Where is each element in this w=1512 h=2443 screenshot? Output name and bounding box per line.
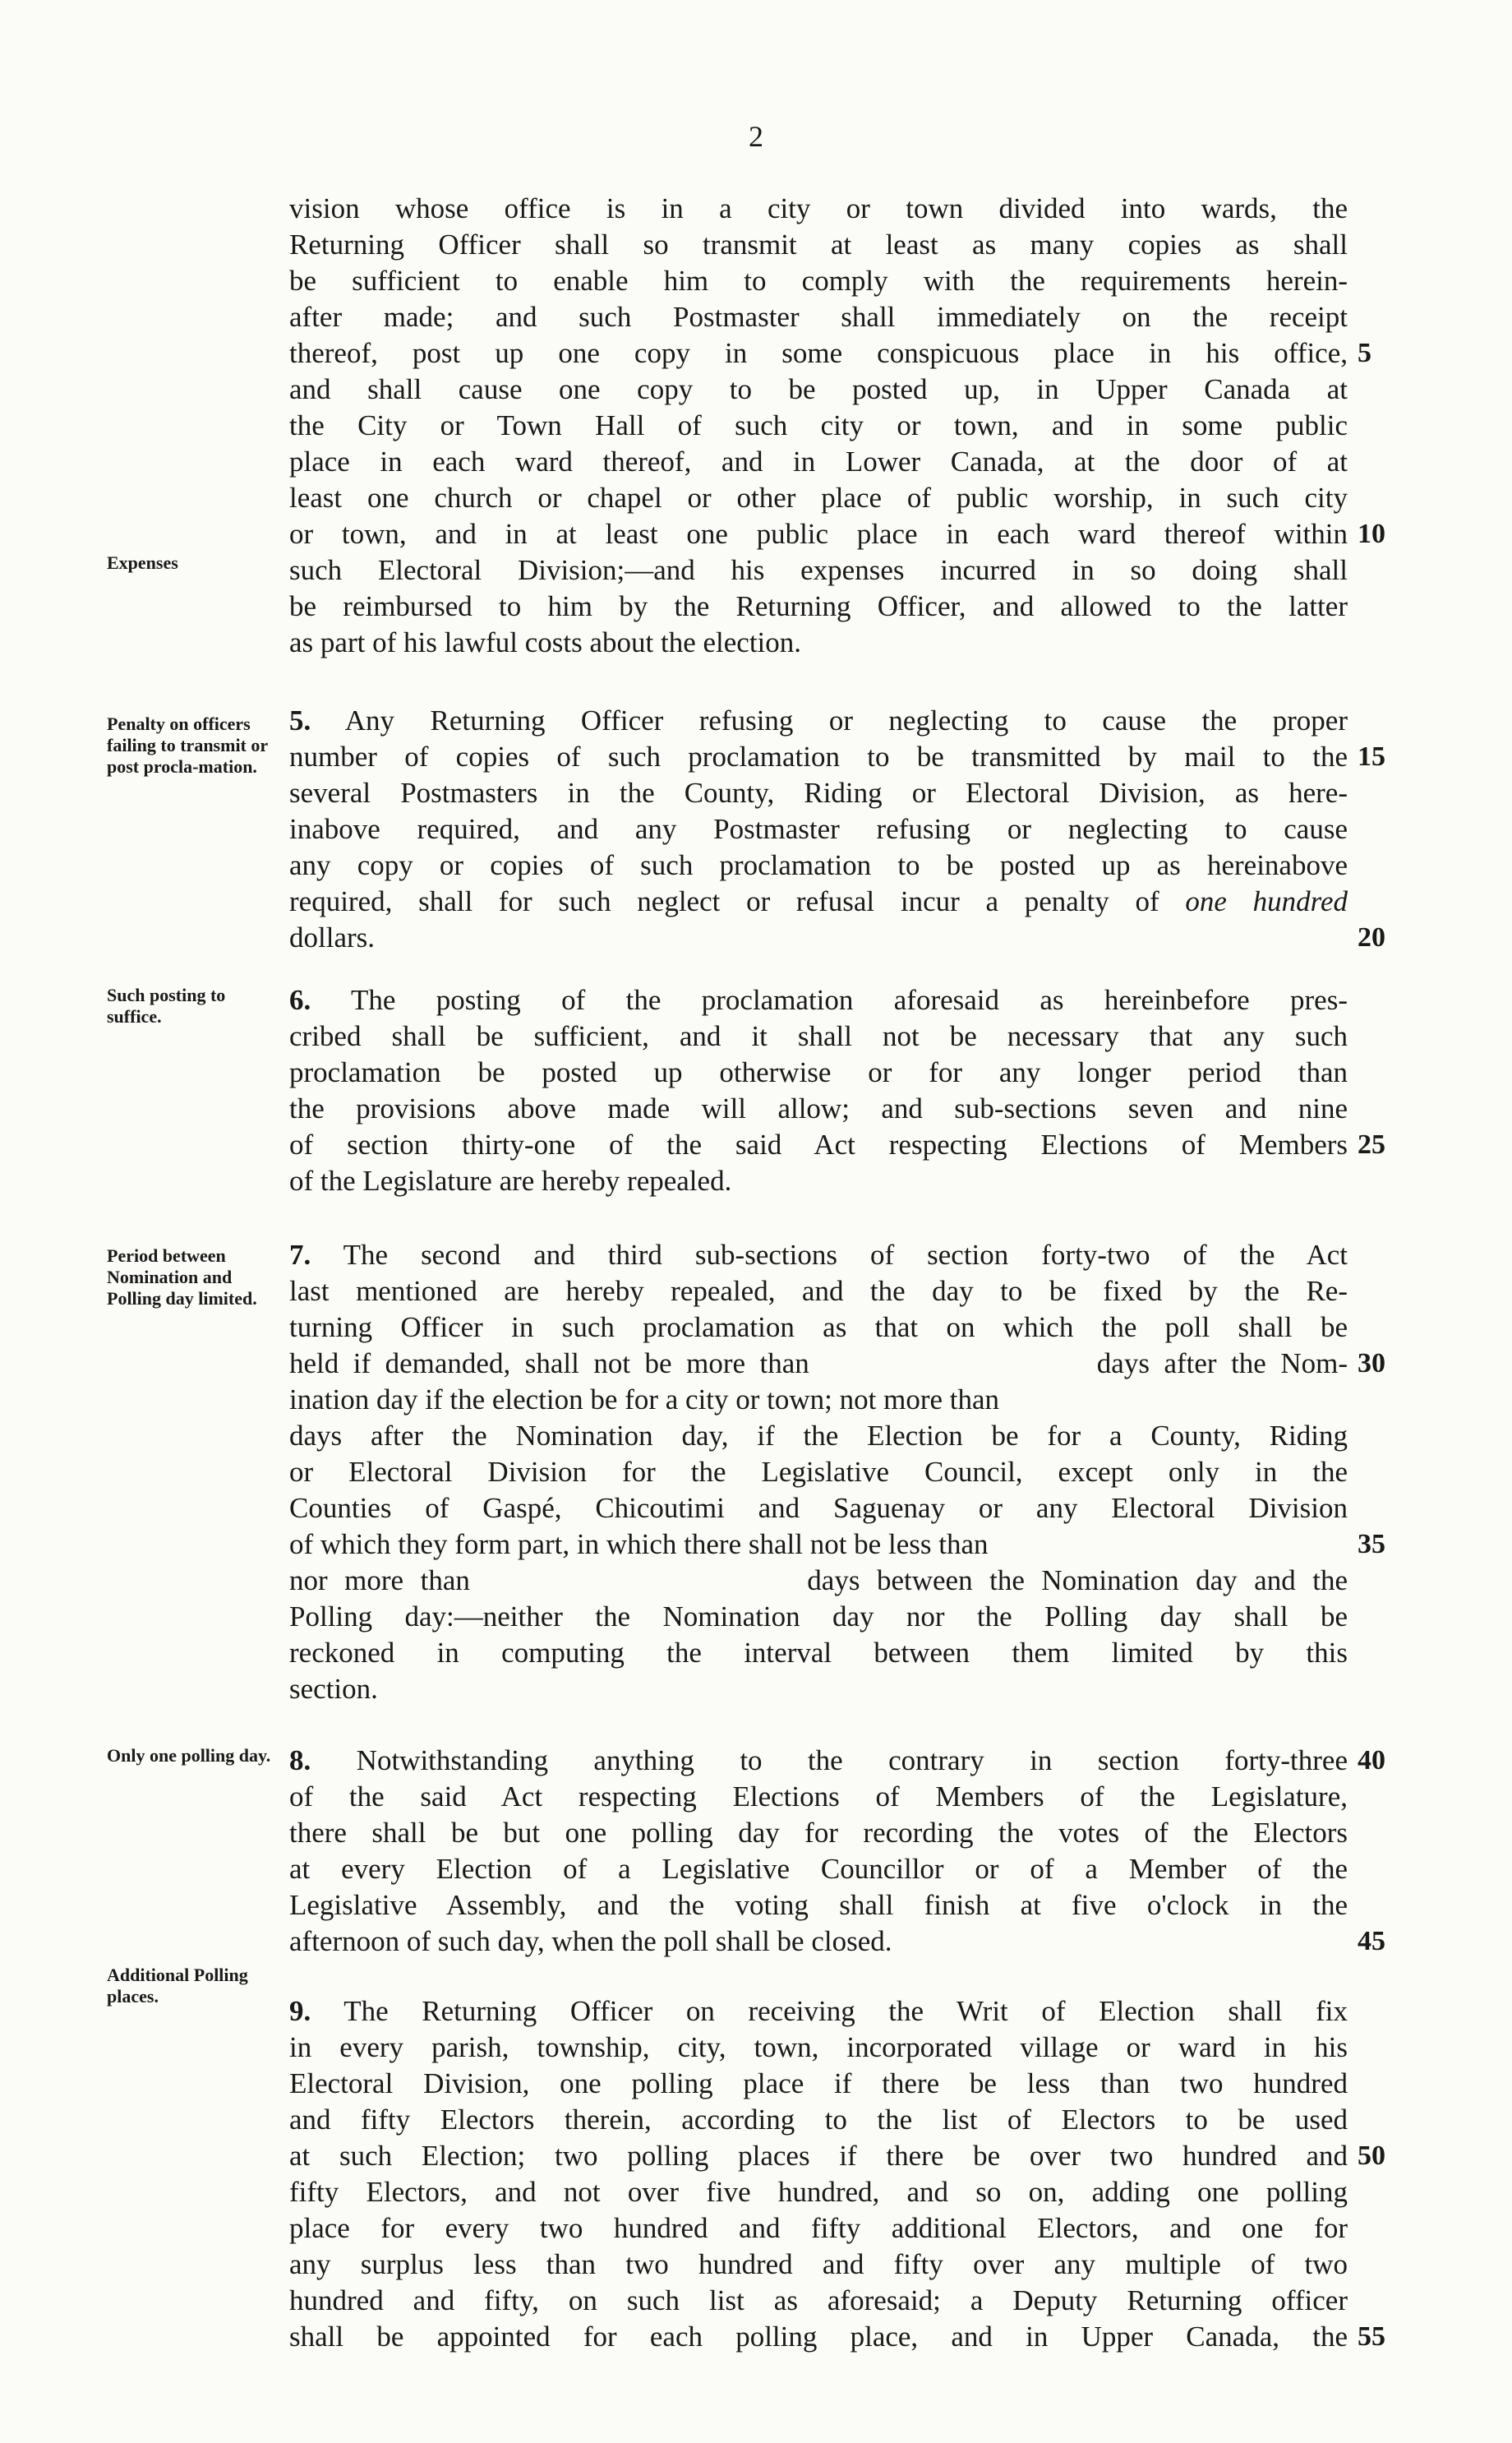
body-line: thereof, post up one copy in some conspicuous place in his office,	[289, 337, 1348, 369]
body-line: such Electoral Division;—and his expenses incurred in so doing shall	[289, 554, 1348, 586]
body-line: Polling day:—neither the Nomination day nor the Polling day shall be	[289, 1600, 1348, 1633]
body-line: hundred and fifty, on such list as aforesaid; a Deputy Returning officer	[289, 2284, 1348, 2316]
body-line: last mentioned are hereby repealed, and the day to be fixed by the Re-	[289, 1275, 1348, 1307]
body-line: 7. The second and third sub-sections of section forty-two of the Act	[289, 1239, 1348, 1271]
body-line: be sufficient to enable him to comply with the requirements herein-	[289, 265, 1348, 297]
body-line: Legislative Assembly, and the voting shall finish at five o'clock in the	[289, 1889, 1348, 1921]
body-line: the provisions above made will allow; and sub-sections seven and nine	[289, 1092, 1348, 1125]
section-number: 5.	[289, 704, 311, 737]
line-number: 40	[1358, 1745, 1385, 1776]
body-line: fifty Electors, and not over five hundred, and so on, adding one polling	[289, 2176, 1348, 2208]
body-line: or Electoral Division for the Legislative Council, except only in the	[289, 1456, 1348, 1488]
line-number: 35	[1358, 1529, 1385, 1559]
body-line: ination day if the election be for a city or town; not more than	[289, 1383, 1000, 1415]
body-line: Counties of Gaspé, Chicoutimi and Saguenay or any Electoral Division	[289, 1492, 1348, 1524]
body-line: required, shall for such neglect or refusal incur a penalty of one hundred	[289, 885, 1348, 917]
section-number: 8.	[289, 1744, 311, 1776]
body-line: number of copies of such proclamation to be transmitted by mail to the	[289, 741, 1348, 773]
line-number: 30	[1358, 1348, 1385, 1379]
body-line: dollars.	[289, 921, 376, 954]
body-line: and fifty Electors therein, according to the list of Electors to be used	[289, 2104, 1348, 2136]
body-line: and shall cause one copy to be posted up, in Upper Canada at	[289, 373, 1348, 405]
body-line: several Postmasters in the County, Riding or Electoral Division, as here-	[289, 777, 1348, 809]
body-line: of section thirty-one of the said Act respecting Elections of Members	[289, 1129, 1348, 1161]
body-line: any surplus less than two hundred and fifty over any multiple of two	[289, 2248, 1348, 2280]
line-number: 10	[1358, 519, 1385, 549]
body-line: the City or Town Hall of such city or town, and in some public	[289, 409, 1348, 441]
body-line: turning Officer in such proclamation as that on which the poll shall be	[289, 1311, 1348, 1343]
body-line: place in each ward thereof, and in Lower Canada, at the door of at	[289, 446, 1348, 478]
body-line: be reimbursed to him by the Returning Officer, and allowed to the latter	[289, 590, 1348, 622]
body-line: proclamation be posted up otherwise or for any longer period than	[289, 1056, 1348, 1088]
body-line: of the said Act respecting Elections of Members of the Legislature,	[289, 1780, 1348, 1813]
body-line: afternoon of such day, when the poll shall be closed.	[289, 1925, 892, 1957]
body-line: there shall be but one polling day for recording the votes of the Electors	[289, 1817, 1348, 1849]
section-number: 9.	[289, 1995, 311, 2027]
margin-note-penalty: Penalty on officers failing to transmit or post procla-mation.	[107, 714, 268, 777]
line-number: 55	[1358, 2321, 1385, 2352]
line-number: 45	[1358, 1926, 1385, 1956]
body-line: of which they form part, in which there shall not be less than	[289, 1528, 989, 1560]
body-line: or town, and in at least one public place in each ward thereof within	[289, 518, 1348, 550]
margin-note-period: Period between Nomination and Polling day limited.	[107, 1245, 257, 1309]
body-line: 8. Notwithstanding anything to the contrary in section forty-three	[289, 1744, 1348, 1776]
body-line: Returning Officer shall so transmit at least as many copies as shall	[289, 229, 1348, 261]
body-line: 5. Any Returning Officer refusing or neglecting to cause the proper	[289, 704, 1348, 737]
body-line: at such Election; two polling places if there be over two hundred and	[289, 2140, 1348, 2172]
body-line: held if demanded, shall not be more than days after the Nom-	[289, 1347, 1348, 1379]
line-number: 50	[1358, 2141, 1385, 2171]
body-line: Electoral Division, one polling place if there be less than two hundred	[289, 2067, 1348, 2099]
body-line: as part of his lawful costs about the election.	[289, 626, 802, 658]
line-number: 25	[1358, 1129, 1385, 1160]
line-number: 15	[1358, 741, 1385, 772]
body-line: cribed shall be sufficient, and it shall not be necessary that any such	[289, 1020, 1348, 1052]
margin-note-additional-polling-places: Additional Polling places.	[107, 1965, 248, 2007]
body-line: vision whose office is in a city or town divided into wards, the	[289, 192, 1348, 224]
line-number: 20	[1358, 922, 1385, 953]
line-number: 5	[1358, 338, 1371, 368]
body-line: shall be appointed for each polling place, and in Upper Canada, the	[289, 2321, 1348, 2353]
body-line: least one church or chapel or other place of public worship, in such city	[289, 482, 1348, 514]
body-line: after made; and such Postmaster shall immediately on the receipt	[289, 301, 1348, 333]
section-number: 6.	[289, 984, 311, 1016]
body-line: of the Legislature are hereby repealed.	[289, 1165, 732, 1197]
body-line: in every parish, township, city, town, incorporated village or ward in his	[289, 2031, 1348, 2063]
body-line: any copy or copies of such proclamation to be posted up as hereinabove	[289, 849, 1348, 881]
body-line: nor more than days between the Nomination day and the	[289, 1564, 1348, 1596]
body-line: place for every two hundred and fifty additional Electors, and one for	[289, 2212, 1348, 2244]
margin-note-only-one-polling-day: Only one polling day.	[107, 1745, 271, 1766]
body-line: inabove required, and any Postmaster refusing or neglecting to cause	[289, 813, 1348, 845]
margin-note-expenses: Expenses	[107, 552, 178, 573]
body-line: section.	[289, 1673, 378, 1705]
body-line: 9. The Returning Officer on receiving the Writ of Election shall fix	[289, 1995, 1348, 2027]
page-number: 2	[749, 120, 763, 153]
body-line: reckoned in computing the interval between them limited by this	[289, 1637, 1348, 1669]
body-line: at every Election of a Legislative Councillor or of a Member of the	[289, 1853, 1348, 1885]
body-line: days after the Nomination day, if the Election be for a County, Riding	[289, 1420, 1348, 1452]
margin-note-such-posting: Such posting to suffice.	[107, 985, 226, 1027]
section-number: 7.	[289, 1239, 311, 1271]
body-line: 6. The posting of the proclamation aforesaid as hereinbefore pres-	[289, 984, 1348, 1016]
